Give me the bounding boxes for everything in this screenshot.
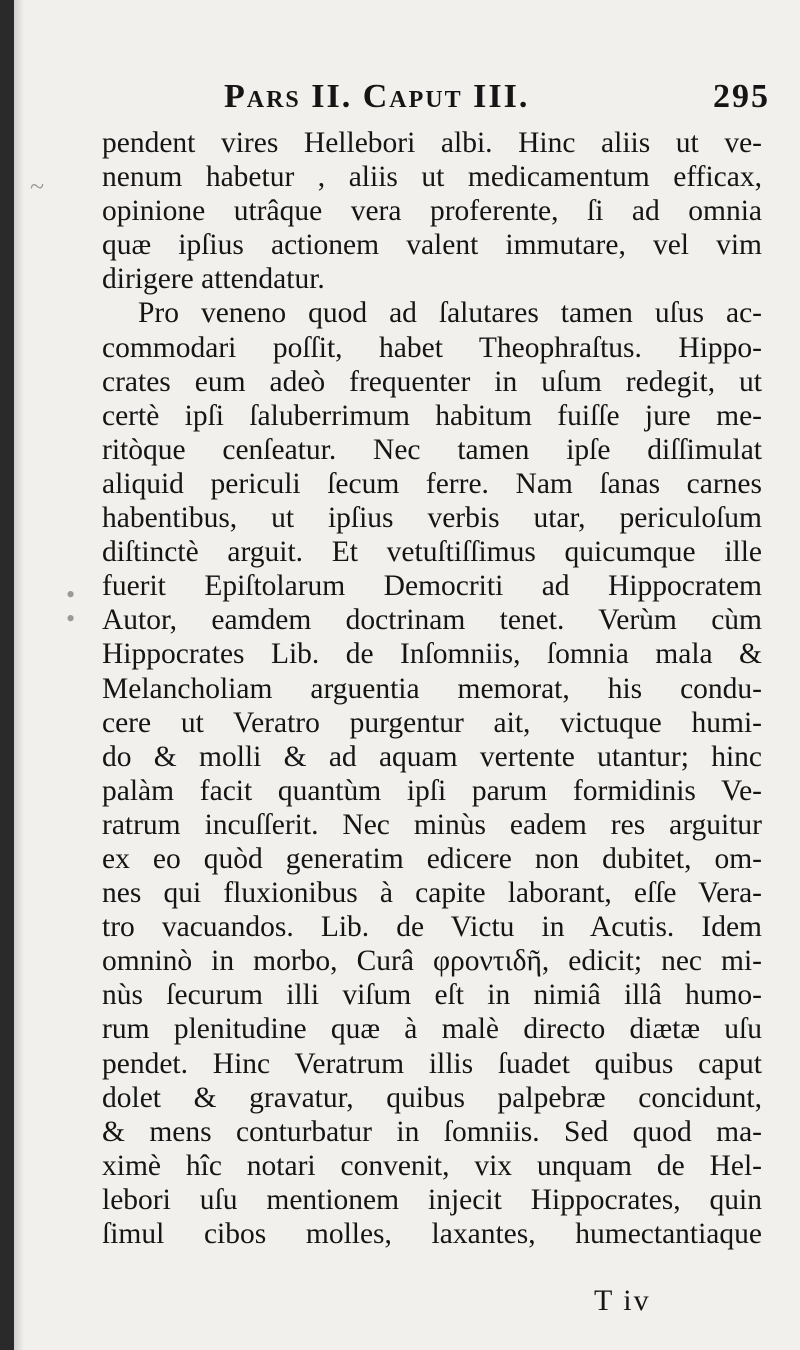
text-line: Hippocrates Lib. de Inſomniis, ſomnia mala & [102,638,762,671]
text-line: rum plenitudine quæ à malè directo diætæ uſu [102,1013,762,1046]
text-line: dirigere attendatur. [102,263,325,296]
text-line: ximè hîc notari convenit, vix unquam de Hel- [102,1149,762,1182]
catchword: T iv [594,1284,651,1317]
text-line: nùs ſecurum illi viſum eſt in nimiâ illâ humo- [102,979,762,1012]
page-header [224,78,784,128]
text-line: ratrum incuſſerit. Nec minùs eadem res arguitur [102,808,762,841]
text-line: fuerit Epiſtolarum Democriti ad Hippocratem [102,570,762,603]
text-line: ſimul cibos molles, laxantes, humectantiaque [102,1218,762,1250]
text-line: crates eum adeò frequenter in uſum redegit, ut [102,365,762,398]
text-line: commodari poſſit, habet Theophraſtus. Hippo- [102,331,762,364]
text-line: opinione utrâque vera proferente, ſi ad omnia [102,195,762,228]
text-line: omninò in morbo, Curâ φροντιδῆ, edicit; nec mi- [102,945,762,978]
body-text [102,126,762,1251]
book-page [14,0,800,1350]
text-line: lebori uſu mentionem injecit Hippocrates, quin [102,1183,762,1216]
text-line: Autor, eamdem doctrinam tenet. Verùm cùm [102,604,762,637]
text-line: tro vacuandos. Lib. de Victu in Acutis. Idem [102,911,762,944]
text-line: habentibus, ut ipſius verbis utar, periculoſum [102,502,762,535]
text-line: pendet. Hinc Veratrum illis ſuadet quibus caput [102,1047,762,1080]
text-line: nes qui fluxionibus à capite laborant, eſſe Vera- [102,877,762,910]
page-number: 295 [713,78,770,115]
text-line: nenum habetur , aliis ut medicamentum efficax, [102,161,762,194]
text-line: ritòque cenſeatur. Nec tamen ipſe diſſimulat [102,433,762,466]
text-line: dolet & gravatur, quibus palpebræ concidunt, [102,1081,762,1114]
text-line: diſtinctè arguit. Et vetuſtiſſimus quicumque ille [102,536,762,569]
text-line: palàm facit quantùm ipſi parum formidinis Ve- [102,774,762,807]
margin-mark: • [66,580,76,609]
text-line: aliquid periculi ſecum ferre. Nam ſanas carnes [102,467,762,500]
text-line: pendent vires Hellebori albi. Hinc aliis ut ve- [102,127,762,159]
text-line: Pro veneno quod ad ſalutares tamen uſus ac- [138,297,762,330]
text-line: Melancholiam arguentia memorat, his condu- [102,672,762,705]
text-line: quæ ipſius actionem valent immutare, vel vim [102,229,762,262]
text-line: certè ipſi ſaluberrimum habitum fuiſſe jure me- [102,399,762,432]
margin-mark: ~ [30,172,45,201]
running-title: Pars II. Caput III. [224,78,530,115]
text-line: & mens conturbatur in ſomniis. Sed quod ma- [102,1115,762,1148]
text-line: cere ut Veratro purgentur ait, victuque humi- [102,706,762,739]
text-line: ex eo quòd generatim edicere non dubitet, om- [102,842,762,875]
text-line: do & molli & ad aquam vertente utantur; hinc [102,740,762,773]
margin-mark: • [66,604,76,633]
